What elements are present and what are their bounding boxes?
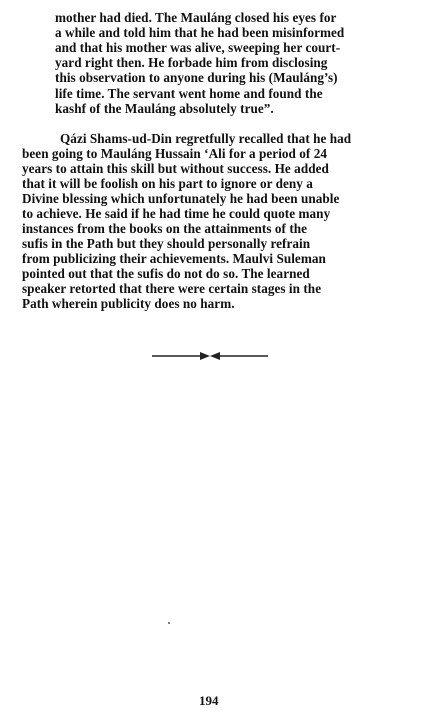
- paragraph-1-line-7: kashf of the Mauláng absolutely true”.: [55, 101, 274, 116]
- paragraph-2-line-1: Qázi Shams-ud-Din regretfully recalled that he had: [60, 131, 352, 146]
- paragraph-1-line-2: a while and told him that he had been misinformed: [55, 25, 345, 40]
- print-speck: [168, 622, 170, 624]
- paragraph-1-line-6: life time. The servant went home and found the: [55, 86, 323, 101]
- paragraph-1-line-1: mother had died. The Mauláng closed his eyes for: [55, 10, 337, 25]
- paragraph-2-line-4: that it will be foolish on his part to ignore or deny a: [22, 176, 313, 191]
- section-divider-ornament: [150, 350, 270, 362]
- paragraph-2-line-6: to achieve. He said if he had time he could quote many: [22, 206, 331, 221]
- paragraph-2-line-3: years to attain this skill but without success. He added: [22, 161, 329, 176]
- paragraph-2-line-7: instances from the books on the attainments of the: [22, 221, 308, 236]
- paragraph-1-line-5: this observation to anyone during his (Mauláng’s): [55, 70, 338, 85]
- paragraph-2-line-2: been going to Mauláng Hussain ‘Ali for a period of 24: [22, 146, 328, 161]
- paragraph-2-line-12: Path wherein publicity does no harm.: [22, 296, 235, 311]
- page-number: 194: [199, 693, 219, 708]
- paragraph-2-line-5: Divine blessing which unfortunately he had been unable: [22, 191, 340, 206]
- paragraph-2-line-10: pointed out that the sufis do not do so. The learned: [22, 266, 310, 281]
- paragraph-2-line-11: speaker retorted that there were certain stages in the: [22, 281, 322, 296]
- paragraph-1-line-3: and that his mother was alive, sweeping her court-: [55, 40, 341, 55]
- paragraph-2-line-9: from publicizing their achievements. Maulvi Suleman: [22, 251, 326, 266]
- paragraph-2-line-8: sufis in the Path but they should personally refrain: [22, 236, 311, 251]
- paragraph-1-line-4: yard right then. He forbade him from disclosing: [55, 55, 328, 70]
